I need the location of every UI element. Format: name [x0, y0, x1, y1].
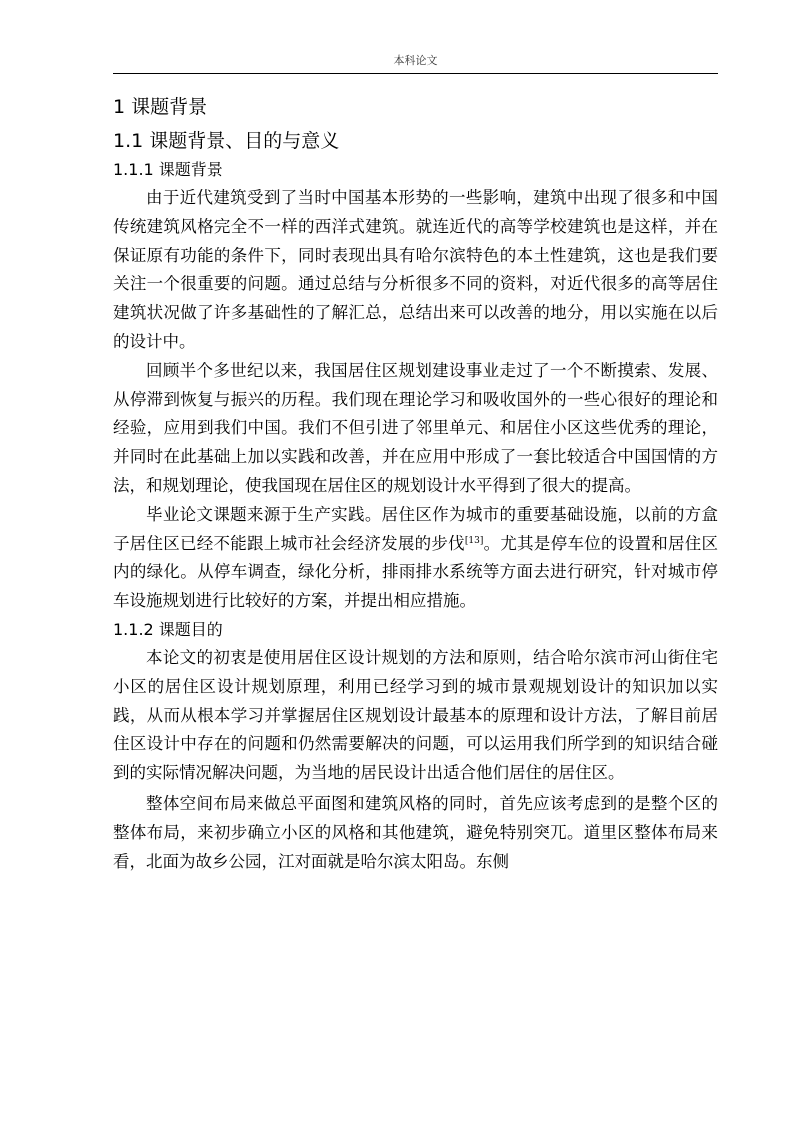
paragraph-3: [113, 501, 718, 616]
section-heading: 1.1 课题背景、目的与意义: [113, 130, 340, 152]
paragraph-2: 回顾半个多世纪以来，我国居住区规划建设事业走过了一个不断摸索、发展、从停滞到恢复与振兴的历程。我们现在理论学习和吸收国外的一些心很好的理论和经验，应用到我们中国。我们不但引进了邻里单元、和居住小区这些优秀的理论，并同时在此基础上加以实践和改善，并在应用中形成了一套比较适合中国国情的方法，和规划理论，使我国现在居住区的规划设计水平得到了很大的提高。: [113, 360, 718, 495]
citation-ref: [13]: [464, 535, 484, 546]
paragraph-1: 由于近代建筑受到了当时中国基本形势的一些影响，建筑中出现了很多和中国传统建筑风格完全不一样的西洋式建筑。就连近代的高等学校建筑也是这样，并在保证原有功能的条件下，同时表现出具有哈尔滨特色的本土性建筑，这也是我们要关注一个很重要的问题。通过总结与分析很多不同的资料，对近代很多的高等居住建筑状况做了许多基础性的了解汇总，总结出来可以改善的地分，用以实施在以后的设计中。: [113, 188, 718, 351]
header-divider: [113, 73, 718, 74]
running-header: 本科论文: [393, 54, 438, 67]
paragraph-3-text-b: 。尤其是停车位的设置和居住区内的绿化。从停车调查，绿化分析，排雨排水系统等方面去进行研究，针对城市停车设施规划进行比较好的方案，并提出相应措施。: [113, 533, 719, 611]
paragraph-5: 整体空间布局来做总平面图和建筑风格的同时，首先应该考虑到的是整个区的整体布局，来初步确立小区的风格和其他建筑，避免特别突兀。道里区整体布局来看，北面为故乡公园，江对面就是哈尔滨太阳岛。东侧: [113, 793, 718, 871]
paragraph-3-text-a: 毕业论文课题来源于生产实践。居住区作为城市的重要基础设施，以前的方盒子居住区已经不能跟上城市社会经济发展的步伐: [113, 504, 718, 553]
paragraph-4: 本论文的初衷是使用居住区设计规划的方法和原则，结合哈尔滨市河山街住宅小区的居住区设计规划原理，利用已经学习到的城市景观规划设计的知识加以实践，从而从根本学习并掌握居住区规划设计最基本的原理和设计方法，了解目前居住区设计中存在的问题和仍然需要解决的问题，可以运用我们所学到的知识结合碰到的实际情况解决问题，为当地的居民设计出适合他们居住的居住区。: [113, 647, 718, 783]
subsection-heading-background: 1.1.1 课题背景: [113, 160, 223, 179]
chapter-heading: 1 课题背景: [113, 96, 208, 118]
subsection-heading-purpose: 1.1.2 课题目的: [113, 619, 223, 639]
body-content: [113, 92, 718, 876]
